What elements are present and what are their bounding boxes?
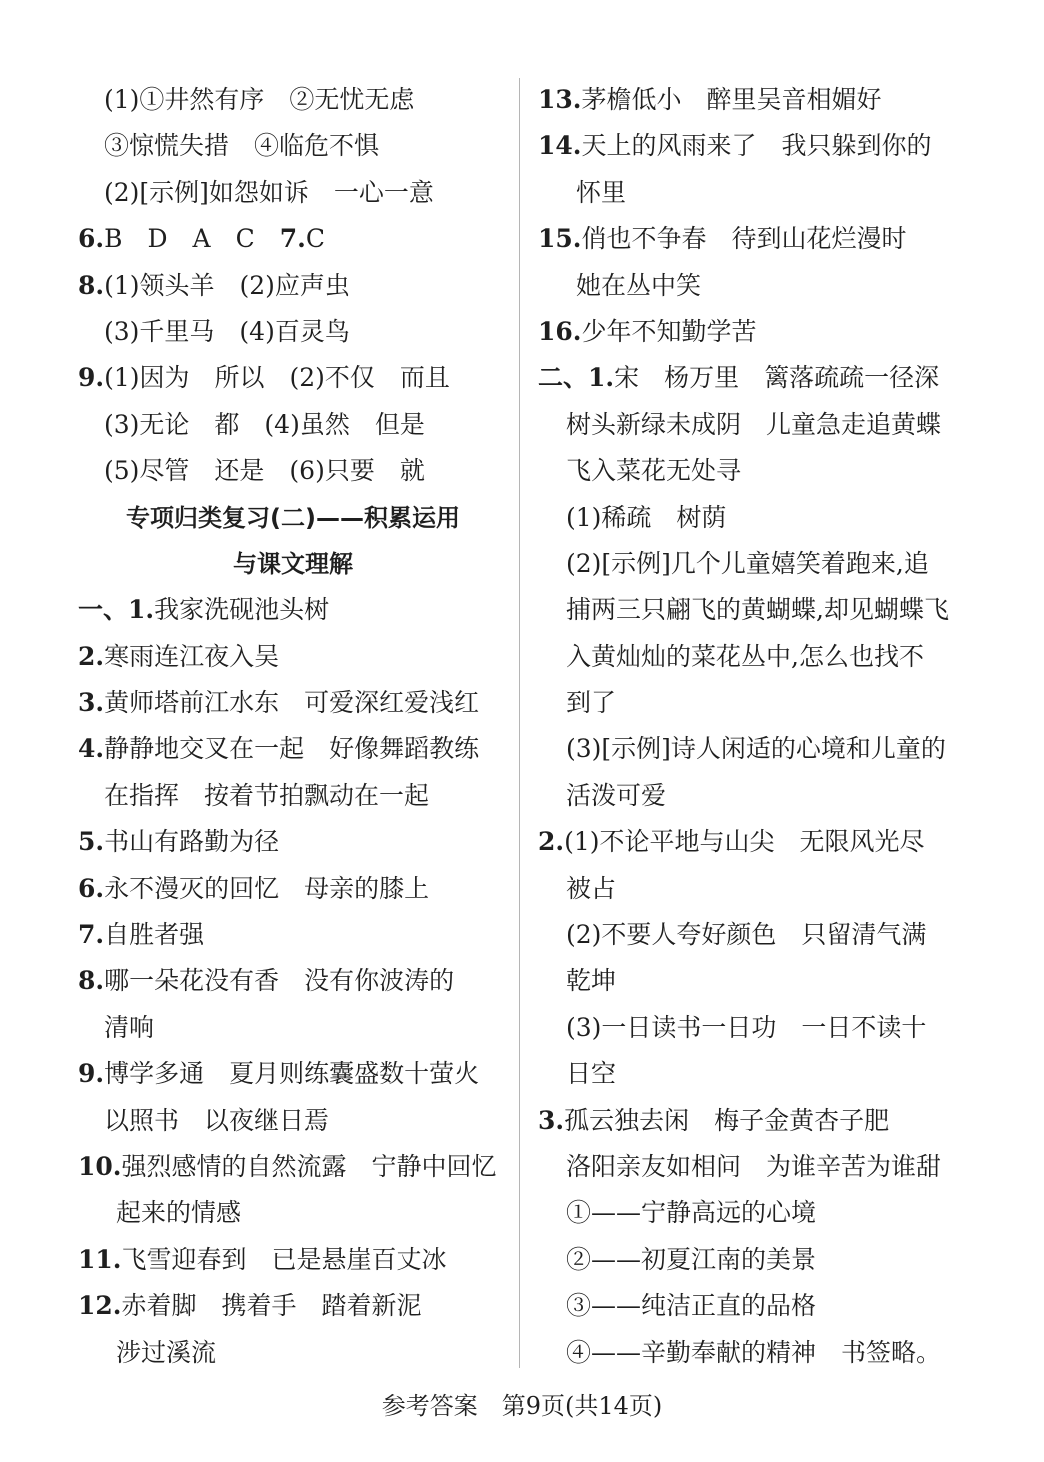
answer-line [78, 263, 508, 309]
question-number: 9. [78, 363, 105, 393]
answer-text: 哪一朵花没有香 没有你波涛的 [104, 966, 455, 996]
answer-line [78, 1144, 508, 1190]
answer-line [538, 1051, 978, 1097]
answer-line [78, 170, 508, 216]
answer-line [78, 1098, 508, 1144]
answer-text: 以照书 以夜继日焉 [104, 1105, 330, 1135]
answer-text: (1)不论平地与山尖 无限风光尽 [564, 827, 925, 857]
answer-text: (3)一日读书一日功 一日不读十 [566, 1012, 927, 1042]
answer-line [78, 634, 508, 680]
answer-text: 书山有路勤为径 [104, 827, 280, 857]
answer-text: (3)无论 都 (4)虽然 但是 [104, 409, 425, 439]
answer-line [538, 680, 978, 726]
answer-line [78, 1005, 508, 1051]
section-heading: 与课文理解 [233, 549, 353, 578]
answer-text: 寒雨连江夜入吴 [104, 641, 280, 671]
question-number: 4. [78, 734, 105, 764]
question-number: 9. [78, 1059, 105, 1089]
answer-line [538, 634, 978, 680]
answer-line [78, 912, 508, 958]
answer-text: 俏也不争春 待到山花烂漫时 [581, 224, 907, 254]
question-number: 14. [538, 131, 582, 161]
answer-line [538, 912, 978, 958]
answer-line [78, 819, 508, 865]
answer-text: 飞雪迎春到 已是悬崖百丈冰 [121, 1244, 447, 1274]
answer-text: (2)[示例]如怨如诉 一心一意 [104, 177, 434, 207]
answer-text: 乾坤 [566, 966, 617, 996]
column-divider [519, 78, 520, 1368]
answer-line [78, 355, 508, 401]
question-number: 6. [78, 224, 105, 254]
answer-line [78, 958, 508, 1004]
answer-line [78, 1237, 508, 1283]
answer-text: 在指挥 按着节拍飘动在一起 [104, 780, 430, 810]
answer-text: 到了 [566, 688, 617, 718]
answer-text: 黄师塔前江水东 可爱深红爱浅红 [104, 688, 480, 718]
question-number: 13. [538, 85, 582, 114]
answer-text: (2)不要人夸好颜色 只留清气满 [566, 920, 927, 950]
answer-line [538, 958, 978, 1004]
answer-text: 天上的风雨来了 我只躲到你的 [581, 131, 932, 161]
question-number: 8. [78, 966, 105, 996]
section-heading: 专项归类复习(二)——积累运用 [126, 503, 460, 532]
answer-text: (1)领头羊 (2)应声虫 [104, 270, 350, 300]
answer-text: ②——初夏江南的美景 [566, 1244, 817, 1274]
answer-line [78, 773, 508, 819]
answer-line [538, 1237, 978, 1283]
answer-line [78, 1051, 508, 1097]
answer-line [538, 448, 978, 494]
answer-line [538, 587, 978, 633]
answer-text: 起来的情感 [116, 1198, 242, 1228]
answer-line [538, 402, 978, 448]
question-number: 8. [78, 270, 105, 300]
answer-text: 永不漫灭的回忆 母亲的膝上 [104, 873, 430, 903]
answer-text: 怀里 [576, 177, 627, 207]
answer-text: 她在丛中笑 [576, 270, 702, 300]
answer-line [538, 541, 978, 587]
question-number: 2. [538, 827, 565, 857]
question-number: 7. [279, 224, 306, 254]
answer-text: 被占 [566, 873, 617, 903]
right-answer-column [538, 77, 978, 1376]
answer-line [538, 355, 978, 401]
answer-text: (3)千里马 (4)百灵鸟 [104, 316, 350, 346]
question-number: 12. [78, 1291, 122, 1321]
answer-text: 宋 杨万里 篱落疏疏一径深 [614, 363, 940, 393]
answer-line [78, 1190, 508, 1236]
answer-text: 捕两三只翩飞的黄蝴蝶,却见蝴蝶飞 [566, 595, 949, 625]
answer-text: 少年不知勤学苦 [581, 316, 757, 346]
answer-text: 飞入菜花无处寻 [566, 456, 742, 486]
answer-line [538, 1098, 978, 1144]
answer-line [538, 726, 978, 772]
question-number: 16. [538, 316, 582, 346]
answer-text: 自胜者强 [104, 920, 205, 950]
answer-line [78, 216, 508, 262]
question-number: 二、1. [538, 363, 615, 393]
answer-line [78, 309, 508, 355]
answer-line [538, 309, 978, 355]
answer-line [78, 726, 508, 772]
answer-text: 涉过溪流 [116, 1337, 217, 1367]
page-footer: 参考答案 第9页(共14页) [381, 1392, 663, 1420]
answer-text: C [305, 224, 325, 254]
answer-text: ③——纯洁正直的品格 [566, 1291, 817, 1321]
question-number: 5. [78, 827, 105, 857]
question-number: 11. [78, 1244, 122, 1274]
question-number: 6. [78, 873, 105, 903]
answer-text: (1)①井然有序 ②无忧无虑 [104, 85, 415, 114]
answer-line [538, 866, 978, 912]
answer-line [538, 1190, 978, 1236]
answer-line [538, 77, 978, 123]
answer-line [538, 170, 978, 216]
answer-text: 静静地交叉在一起 好像舞蹈教练 [104, 734, 480, 764]
left-answer-column [78, 77, 508, 1376]
question-number: 7. [78, 920, 105, 950]
answer-text: (1)稀疏 树荫 [566, 502, 727, 532]
question-number: 一、1. [78, 595, 155, 625]
answer-line [538, 819, 978, 865]
answer-line [538, 495, 978, 541]
question-number: 3. [538, 1105, 565, 1135]
answer-line [538, 1330, 978, 1376]
answer-text: 清响 [104, 1012, 155, 1042]
answer-text: 赤着脚 携着手 踏着新泥 [121, 1291, 422, 1321]
answer-text: B D A C [104, 224, 280, 254]
answer-text: 入黄灿灿的菜花丛中,怎么也找不 [566, 641, 924, 671]
answer-text: 日空 [566, 1059, 617, 1089]
answer-text: 孤云独去闲 梅子金黄杏子肥 [564, 1105, 890, 1135]
answer-line [78, 866, 508, 912]
answer-line [538, 123, 978, 169]
answer-line [538, 1283, 978, 1329]
answer-line [78, 402, 508, 448]
answer-line [78, 587, 508, 633]
answer-line [78, 1330, 508, 1376]
answer-text: (2)[示例]几个儿童嬉笑着跑来,追 [566, 548, 929, 578]
question-number: 15. [538, 224, 582, 254]
answer-text: 博学多通 夏月则练囊盛数十萤火 [104, 1059, 480, 1089]
answer-text: (3)[示例]诗人闲适的心境和儿童的 [566, 734, 946, 764]
answer-line [538, 1144, 978, 1190]
answer-text: ④——辛勤奉献的精神 书签略。 [566, 1337, 942, 1367]
question-number: 10. [78, 1151, 122, 1181]
answer-line [78, 680, 508, 726]
answer-line [78, 448, 508, 494]
answer-text: ③惊慌失措 ④临危不惧 [104, 131, 380, 161]
answer-text: 强烈感情的自然流露 宁静中回忆 [121, 1151, 497, 1181]
answer-text: ①——宁静高远的心境 [566, 1198, 817, 1228]
answer-line [78, 123, 508, 169]
answer-line [538, 263, 978, 309]
answer-text: 活泼可爱 [566, 780, 667, 810]
answer-text: 我家洗砚池头树 [154, 595, 330, 625]
answer-text: 茅檐低小 醉里吴音相媚好 [581, 85, 882, 114]
answer-text: 洛阳亲友如相问 为谁辛苦为谁甜 [566, 1151, 942, 1181]
question-number: 3. [78, 688, 105, 718]
answer-text: (1)因为 所以 (2)不仅 而且 [104, 363, 450, 393]
answer-text: (5)尽管 还是 (6)只要 就 [104, 456, 425, 486]
answer-line [78, 1283, 508, 1329]
answer-line [78, 77, 508, 123]
answer-text: 树头新绿未成阴 儿童急走追黄蝶 [566, 409, 942, 439]
answer-line [538, 1005, 978, 1051]
question-number: 2. [78, 641, 105, 671]
answer-line [538, 216, 978, 262]
answer-line [538, 773, 978, 819]
